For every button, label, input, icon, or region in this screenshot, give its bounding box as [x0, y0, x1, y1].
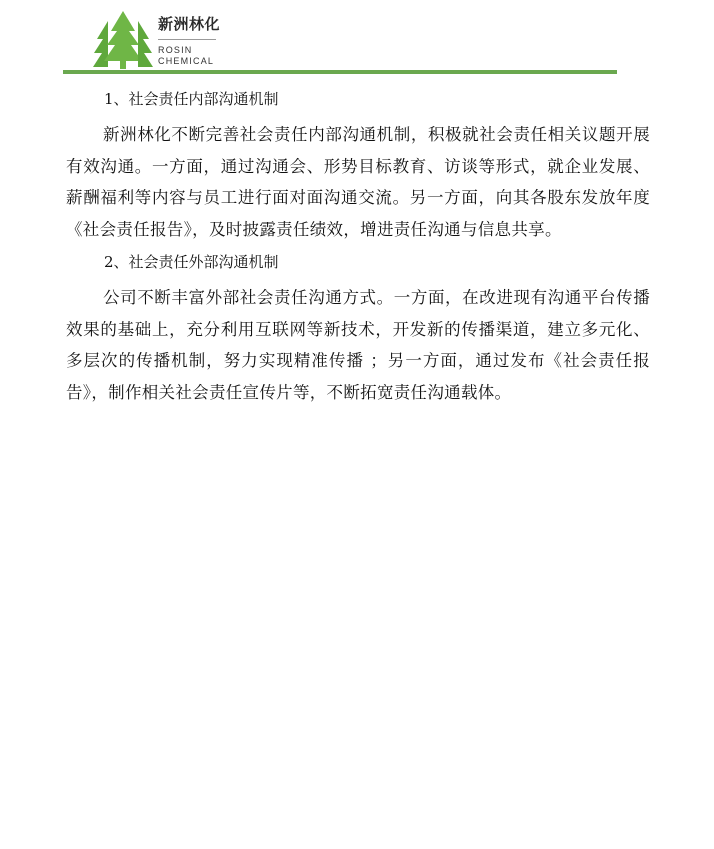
pine-tree-logo-icon	[93, 11, 153, 69]
logo-divider	[158, 39, 216, 40]
logo-english-line-2: CHEMICAL	[158, 56, 215, 66]
header-divider	[63, 70, 617, 74]
section-paragraph-external: 公司不断丰富外部社会责任沟通方式。一方面，在改进现有沟通平台传播效果的基础上，充分利用互联网等新技术，开发新的传播渠道，建立多元化、多层次的传播机制，努力实现精准传播 ；另一方面，通过发布《社会责任报告》，制作相关社会责任宣传片等，不断拓宽责任沟通载体。	[66, 288, 650, 402]
page-header	[0, 0, 714, 76]
document-body	[66, 84, 650, 410]
section-heading-internal: 1、社会责任内部沟通机制	[104, 90, 279, 108]
section-paragraph-internal: 新洲林化不断完善社会责任内部沟通机制，积极就社会责任相关议题开展有效沟通。一方面，通过沟通会、形势目标教育、访谈等形式，就企业发展、薪酬福利等内容与员工进行面对面沟通交流。另一方面，向其各股东发放年度《社会责任报告》，及时披露责任绩效，增进责任沟通与信息共享。	[66, 125, 650, 239]
logo-chinese-name: 新洲林化	[158, 15, 221, 33]
section-heading-external: 2、社会责任外部沟通机制	[104, 253, 279, 271]
logo-english-line-1: ROSIN	[158, 45, 193, 55]
